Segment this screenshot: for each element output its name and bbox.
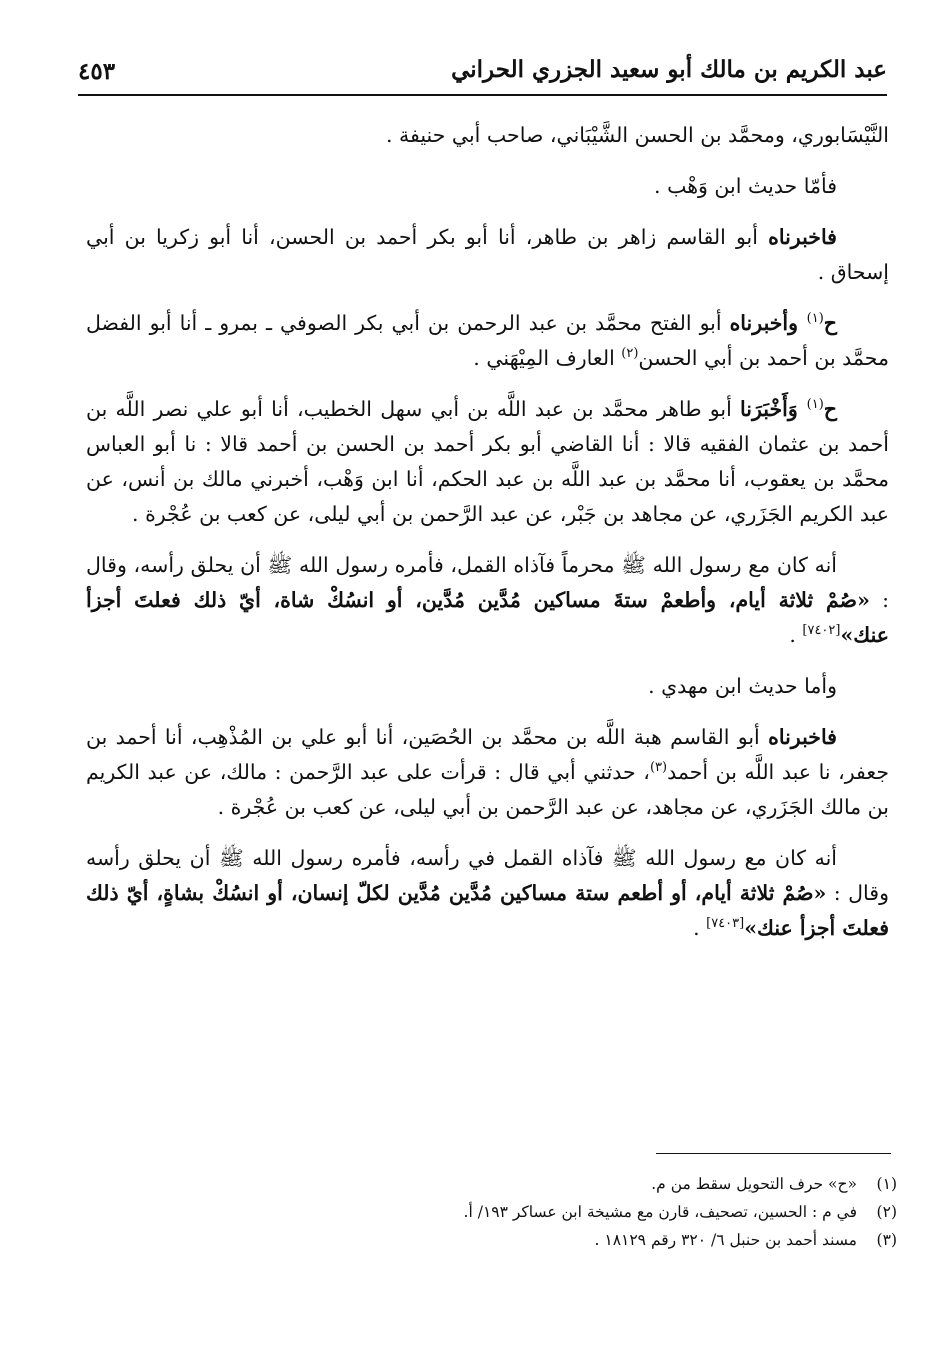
footnote-text: في م : الحسين، تصحيف، قارن مع مشيخة ابن عساكر ١٩٣/ أ.	[463, 1203, 857, 1221]
paragraph-4: ح$^{(١)}$ وأخبرناه أبو الفتح محمَّد بن عبد الرحمن بن أبي بكر الصوفي ـ بمرو ـ أنا أبو الفضل محمَّد بن أحمد بن أبي الحسن$^{(٢)}$ العارف المِيْهَني .	[86, 311, 889, 370]
paragraph-5: ح$^{(١)}$ وَأَخْبَرَنا أبو طاهر محمَّد بن عبد اللَّه بن أبي سهل الخطيب، أنا أبو علي نصر اللَّه بن أحمد بن عثمان الفقيه قالا : أنا القاضي أبو بكر أحمد بن الحسن بن أحمد قالا : نا أبو العباس محمَّد بن يعقوب، أنا محمَّد بن عبد اللَّه بن عبد الحكم، أنا ابن وَهْب، أخبرني مالك بن أنس، عن عبد الكريم الجَزَري، عن مجاهد بن جَبْر، عن عبد الرَّحمن بن أبي ليلى، عن كعب بن عُجْرة .	[86, 397, 889, 526]
footnote-number: (٣)	[876, 1231, 897, 1249]
footnote	[86, 1226, 897, 1254]
paragraph-8: فاخبرناه أبو القاسم هبة اللَّه بن محمَّد بن الحُصَين، أنا أبو علي بن المُذْهِب، أنا أحمد بن جعفر، نا عبد اللَّه بن أحمد$^{(٣)}$، حدثني أبي قال : قرأت على عبد الرَّحمن : مالك، عن عبد الكريم بن مالك الجَزَري، عن مجاهد، عن عبد الرَّحمن بن أبي ليلى، عن كعب بن عُجْرة .	[86, 725, 889, 819]
footnotes	[86, 1170, 897, 1254]
paragraph-3: فاخبرناه أبو القاسم زاهر بن طاهر، أنا أبو بكر أحمد بن الحسن، أنا أبو زكريا بن أبي إسحاق .	[86, 225, 889, 284]
footnote	[86, 1170, 897, 1198]
footnote-ref: (١)	[806, 397, 824, 413]
lead-word: فاخبرناه	[768, 225, 837, 249]
footnote-number: (٢)	[876, 1203, 897, 1221]
footnote-text: «ح» حرف التحويل سقط من م.	[651, 1175, 857, 1193]
footnote-number: (١)	[876, 1175, 897, 1193]
hadith-number: [٧٤٠٢]	[802, 623, 841, 639]
hadith-text: «صُمْ ثلاثة أيام، أو أطعم ستة مساكين مُدَّين مُدَّين لكلّ إنسان، أو انسُكْ بشاةٍ، أيّ ذلك فعلتَ أجزأ عنك»	[86, 881, 889, 940]
footnote-separator	[656, 1153, 891, 1154]
ha-tahwil: ح	[823, 397, 837, 421]
footnote-ref: (١)	[806, 311, 824, 327]
paragraph-2: فأمّا حديث ابن وَهْب .	[654, 174, 837, 198]
header-title: عبد الكريم بن مالك أبو سعيد الجزري الحراني	[451, 56, 887, 83]
hadith-text: «صُمْ ثلاثة أيام، وأطعمْ ستةَ مساكين مُدَّين مُدَّين، أو انسُكْ شاة، أيّ ذلك فعلتَ أجزأ عنك»	[86, 588, 889, 647]
paragraph-7: وأما حديث ابن مهدي .	[648, 674, 837, 698]
paragraph-6: أنه كان مع رسول الله ﷺ محرماً فآذاه القمل، فأمره رسول الله ﷺ أن يحلق رأسه، وقال : «صُمْ ثلاثة أيام، وأطعمْ ستةَ مساكين مُدَّين مُدَّين، أو انسُكْ شاة، أيّ ذلك فعلتَ أجزأ عنك»[٧٤٠٢] .	[86, 553, 889, 647]
footnote	[86, 1198, 897, 1226]
footnote-ref: (٢)	[621, 346, 639, 362]
page-number: ٤٥٣	[78, 58, 116, 85]
lead-word: وَأَخْبَرَنا	[740, 397, 807, 421]
ha-tahwil: ح	[823, 311, 838, 335]
paragraph-9: أنه كان مع رسول الله ﷺ فآذاه القمل في رأسه، فأمره رسول الله ﷺ أن يحلق رأسه وقال : «صُمْ ثلاثة أيام، أو أطعم ستة مساكين مُدَّين مُدَّين لكلّ إنسان، أو انسُكْ بشاةٍ، أيّ ذلك فعلتَ أجزأ عنك»[٧٤٠٣] .	[86, 846, 889, 940]
running-header	[78, 52, 887, 96]
paragraph-1: النَّيْسَابوري، ومحمَّد بن الحسن الشَّيْبَاني، صاحب أبي حنيفة .	[385, 123, 889, 147]
lead-word: فاخبرناه	[768, 725, 837, 749]
lead-word: وأخبرناه	[729, 311, 807, 335]
hadith-number: [٧٤٠٣]	[706, 916, 745, 932]
footnote-text: مسند أحمد بن حنبل ٦/ ٣٢٠ رقم ١٨١٢٩ .	[594, 1231, 857, 1249]
footnote-ref: (٣)	[649, 760, 668, 776]
main-text	[86, 118, 889, 962]
